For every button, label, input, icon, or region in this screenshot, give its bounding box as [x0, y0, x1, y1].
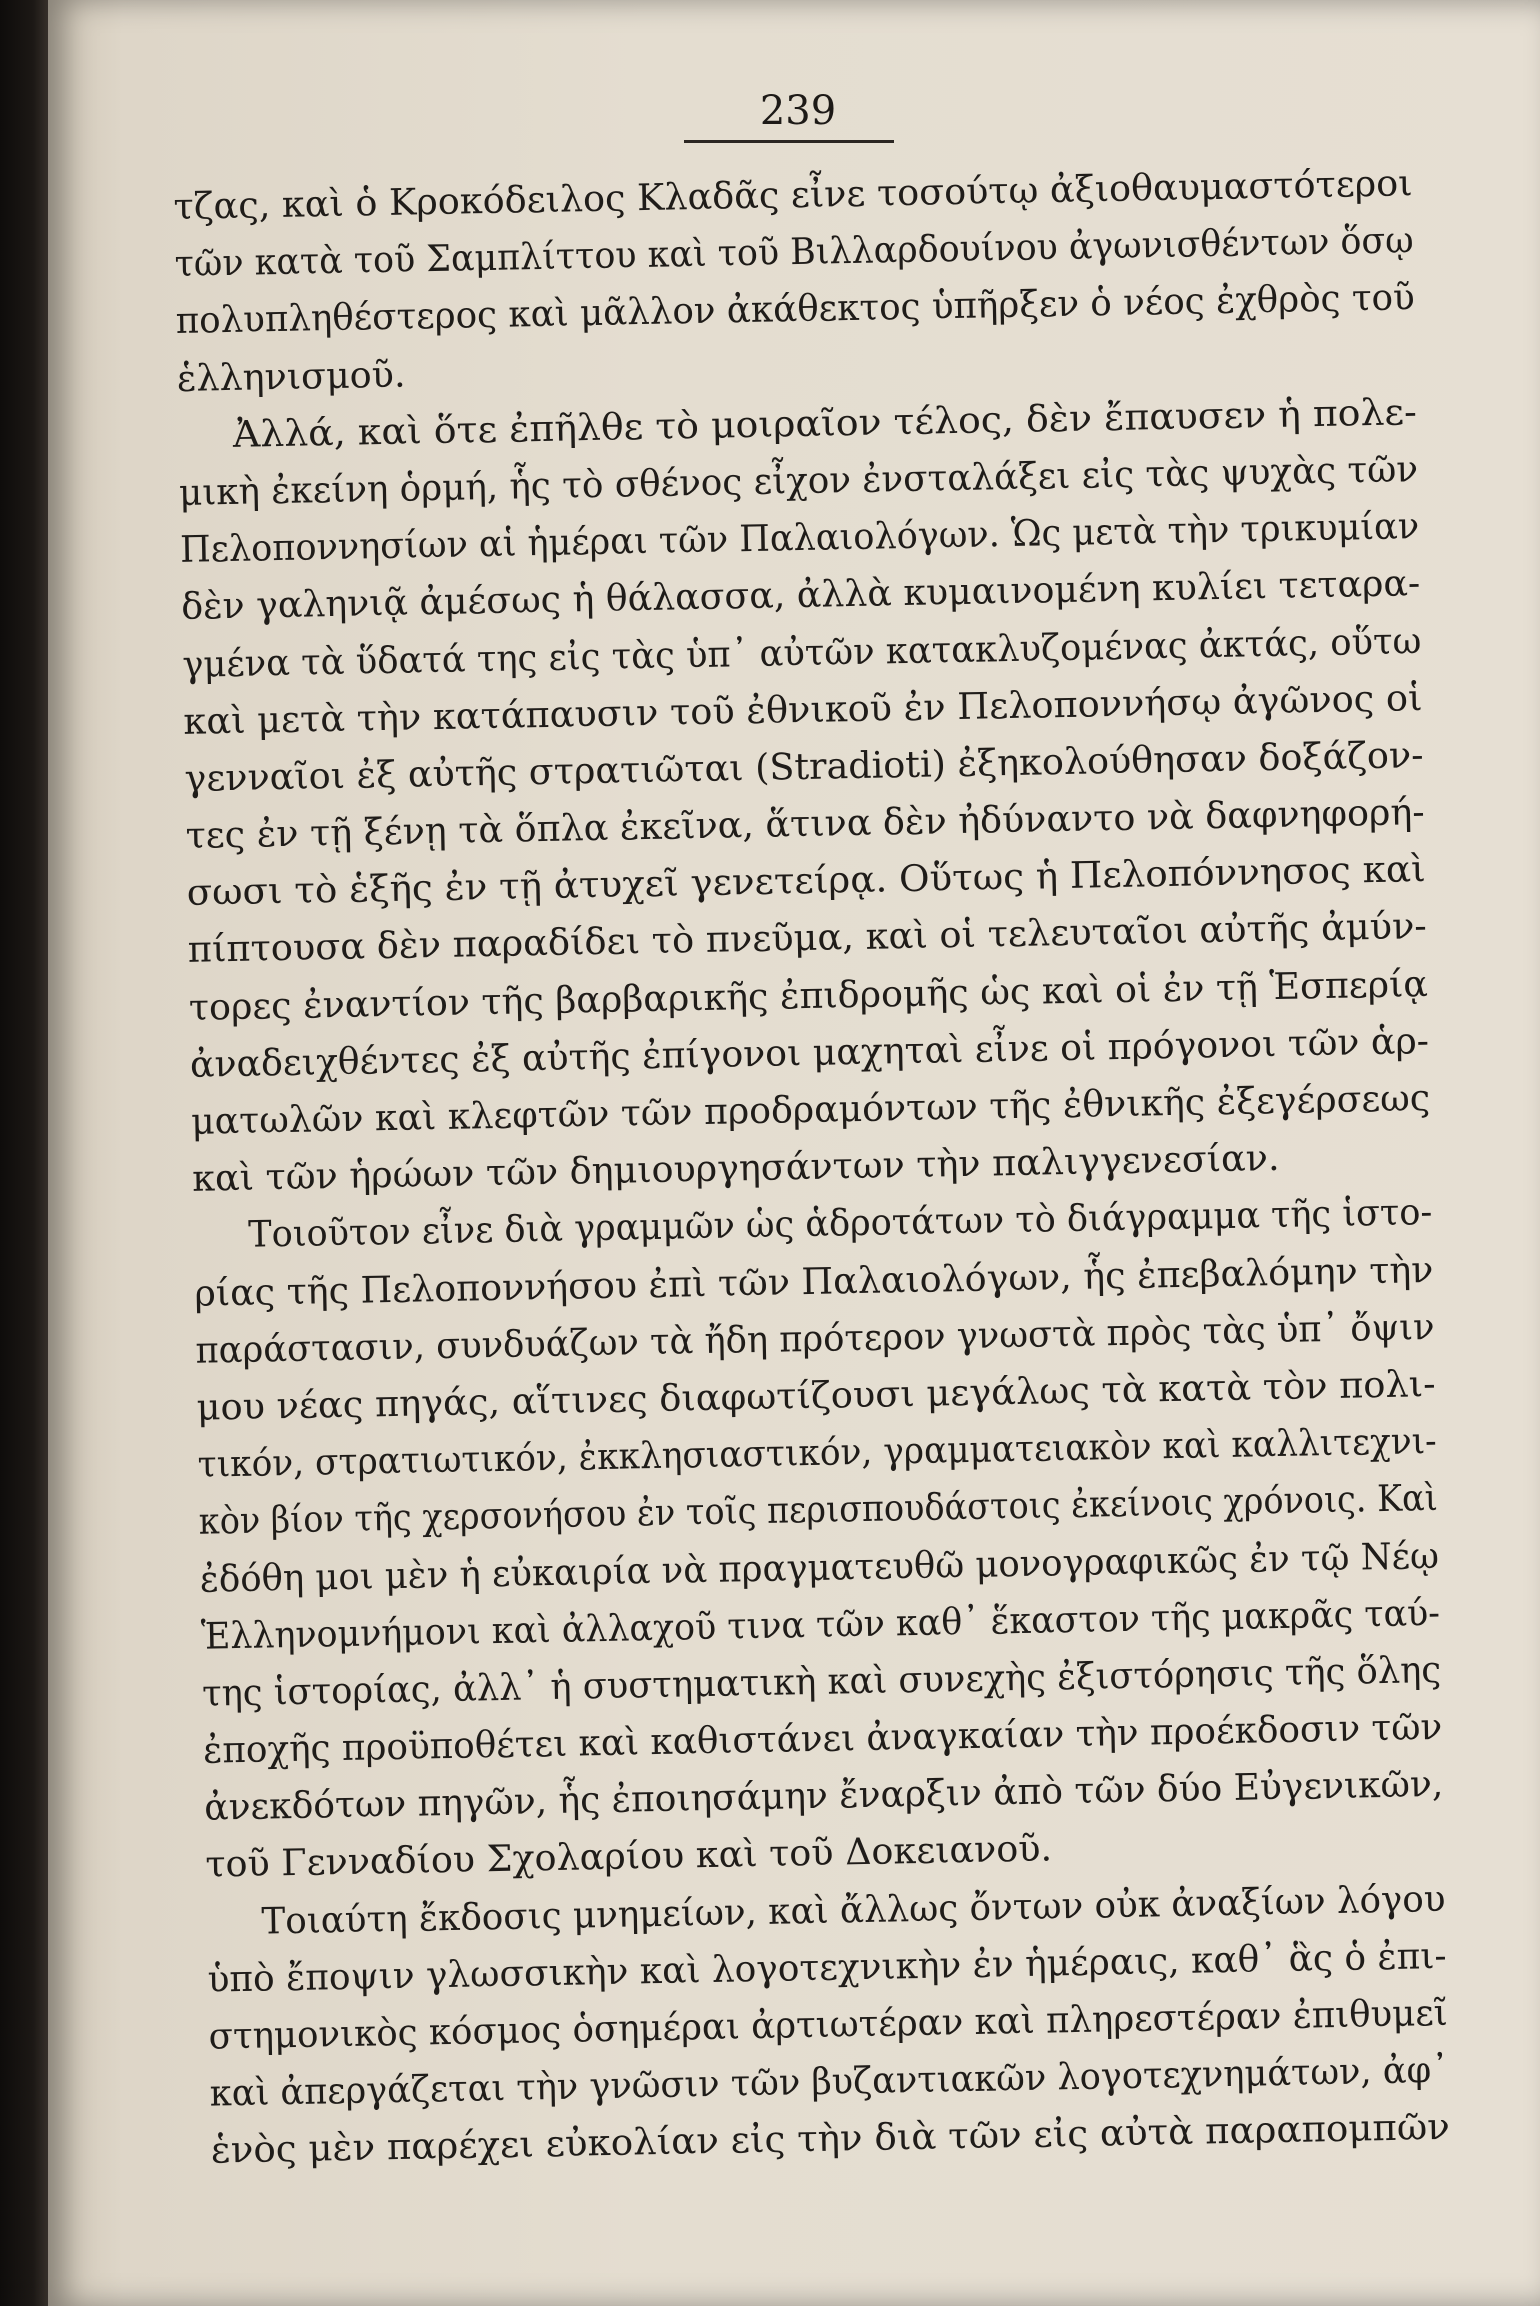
text-line: κὸν βίον τῆς χερσονήσου ἐν τοῖς περισπουδάστοις ἐκείνοις χρόνοις. Καὶ	[198, 1476, 1439, 1544]
text-line: ὑπὸ ἔποψιν γλωσσικὴν καὶ λογοτεχνικὴν ἐν ἡμέραις, καθ᾽ ἃς ὁ ἐπι-	[207, 1933, 1447, 2001]
text-line: ἐδόθη μοι μὲν ἡ εὐκαιρία νὰ πραγματευθῶ μονογραφικῶς ἐν τῷ Νέῳ	[199, 1533, 1440, 1601]
text-line: καὶ μετὰ τὴν κατάπαυσιν τοῦ ἐθνικοῦ ἐν Πελοποννήσῳ ἀγῶνος οἱ	[183, 675, 1423, 743]
text-line: δὲν γαληνιᾷ ἀμέσως ἡ θάλασσα, ἀλλὰ κυμαινομένη κυλίει τεταρα-	[180, 561, 1421, 629]
text-line: ρίας τῆς Πελοποννήσου ἐπὶ τῶν Παλαιολόγων, ἧς ἐπεβαλόμην τὴν	[193, 1247, 1434, 1315]
body-text	[173, 154, 1471, 2179]
text-line: παράστασιν, συνδυάζων τὰ ἤδη πρότερον γνωστὰ πρὸς τὰς ὑπ᾽ ὄψιν	[195, 1304, 1435, 1372]
text-line: Ἑλληνομνήμονι καὶ ἀλλαχοῦ τινα τῶν καθ᾽ ἕκαστον τῆς μακρᾶς ταύ-	[200, 1590, 1441, 1658]
text-line: καὶ ἀπεργάζεται τὴν γνῶσιν τῶν βυζαντιακῶν λογοτεχνημάτων, ἀφ᾽	[209, 2048, 1450, 2115]
text-line: τῶν κατὰ τοῦ Σαμπλίττου καὶ τοῦ Βιλλαρδουίνου ἀγωνισθέντων ὅσῳ	[174, 218, 1415, 286]
text-line: σωσι τὸ ἑξῆς ἐν τῇ ἀτυχεῖ γενετείρᾳ. Οὕτως ἡ Πελοπόννησος καὶ	[186, 847, 1427, 915]
text-line: ἀνεκδότων πηγῶν, ἧς ἐποιησάμην ἔναρξιν ἀπὸ τῶν δύο Εὐγενικῶν,	[203, 1762, 1444, 1829]
text-line: ἑνὸς μὲν παρέχει εὐκολίαν εἰς τὴν διὰ τῶν εἰς αὐτὰ παραπομπῶν	[210, 2105, 1451, 2173]
text-line: Πελοποννησίων αἱ ἡμέραι τῶν Παλαιολόγων. Ὡς μετὰ τὴν τρικυμίαν	[179, 504, 1420, 572]
text-line: τικόν, στρατιωτικόν, ἐκκλησιαστικόν, γραμματειακὸν καὶ καλλιτεχνι-	[197, 1419, 1438, 1486]
text-line: Ἀλλά, καὶ ὅτε ἐπῆλθε τὸ μοιραῖον τέλος, δὲν ἔπαυσεν ἡ πολε-	[232, 389, 1418, 456]
text-line: τορες ἐναντίον τῆς βαρβαρικῆς ἐπιδρομῆς ὡς καὶ οἱ ἐν τῇ Ἑσπερίᾳ	[188, 961, 1429, 1029]
text-line: καὶ τῶν ἡρώων τῶν δημιουργησάντων τὴν παλιγγενεσίαν.	[191, 1136, 1280, 1200]
text-line: μου νέας πηγάς, αἵτινες διαφωτίζουσι μεγάλως τὰ κατὰ τὸν πολι-	[196, 1361, 1436, 1429]
text-line: τζας, καὶ ὁ Κροκόδειλος Κλαδᾶς εἶνε τοσούτῳ ἀξιοθαυμαστότεροι	[173, 161, 1413, 228]
text-line: της ἱστορίας, ἀλλ᾽ ἡ συστηματικὴ καὶ συνεχὴς ἐξιστόρησις τῆς ὅλης	[201, 1647, 1442, 1715]
text-line: Τοιαύτη ἔκδοσις μνημείων, καὶ ἄλλως ὄντων οὐκ ἀναξίων λόγου	[261, 1876, 1446, 1943]
text-line: γμένα τὰ ὕδατά της εἰς τὰς ὑπ᾽ αὐτῶν κατακλυζομένας ἀκτάς, οὕτω	[181, 618, 1422, 686]
text-line: πολυπληθέστερος καὶ μᾶλλον ἀκάθεκτος ὑπῆρξεν ὁ νέος ἐχθρὸς τοῦ	[175, 275, 1416, 343]
text-line: γενναῖοι ἐξ αὐτῆς στρατιῶται (Stradioti) ἐξηκολούθησαν δοξάζον-	[184, 732, 1424, 800]
page-number: 239	[759, 88, 837, 134]
text-line: στημονικὸς κόσμος ὁσημέραι ἀρτιωτέραν καὶ πληρεστέραν ἐπιθυμεῖ	[208, 1990, 1449, 2058]
text-line: ἑλληνισμοῦ.	[176, 352, 406, 400]
text-line: ἐποχῆς προϋποθέτει καὶ καθιστάνει ἀναγκαίαν τὴν προέκδοσιν τῶν	[202, 1704, 1443, 1772]
book-page	[48, 0, 1540, 2306]
header-rule	[684, 140, 894, 143]
text-line: μικὴ ἐκείνη ὁρμή, ἧς τὸ σθένος εἶχον ἐνσταλάξει εἰς τὰς ψυχὰς τῶν	[178, 447, 1419, 514]
text-line: Τοιοῦτον εἶνε διὰ γραμμῶν ὡς ἁδροτάτων τὸ διάγραμμα τῆς ἱστο-	[247, 1190, 1433, 1257]
text-line: τες ἐν τῇ ξένῃ τὰ ὅπλα ἐκεῖνα, ἅτινα δὲν ἠδύναντο νὰ δαφνηφορή-	[185, 790, 1425, 857]
text-line: ματωλῶν καὶ κλεφτῶν τῶν προδραμόντων τῆς ἐθνικῆς ἐξεγέρσεως	[190, 1076, 1431, 1143]
text-line: τοῦ Γενναδίου Σχολαρίου καὶ τοῦ Δοκειανοῦ.	[204, 1826, 1053, 1887]
text-line: ἀναδειχθέντες ἐξ αὐτῆς ἐπίγονοι μαχηταὶ εἶνε οἱ πρόγονοι τῶν ἁρ-	[189, 1018, 1430, 1086]
text-line: πίπτουσα δὲν παραδίδει τὸ πνεῦμα, καὶ οἱ τελευταῖοι αὐτῆς ἀμύν-	[187, 904, 1428, 972]
